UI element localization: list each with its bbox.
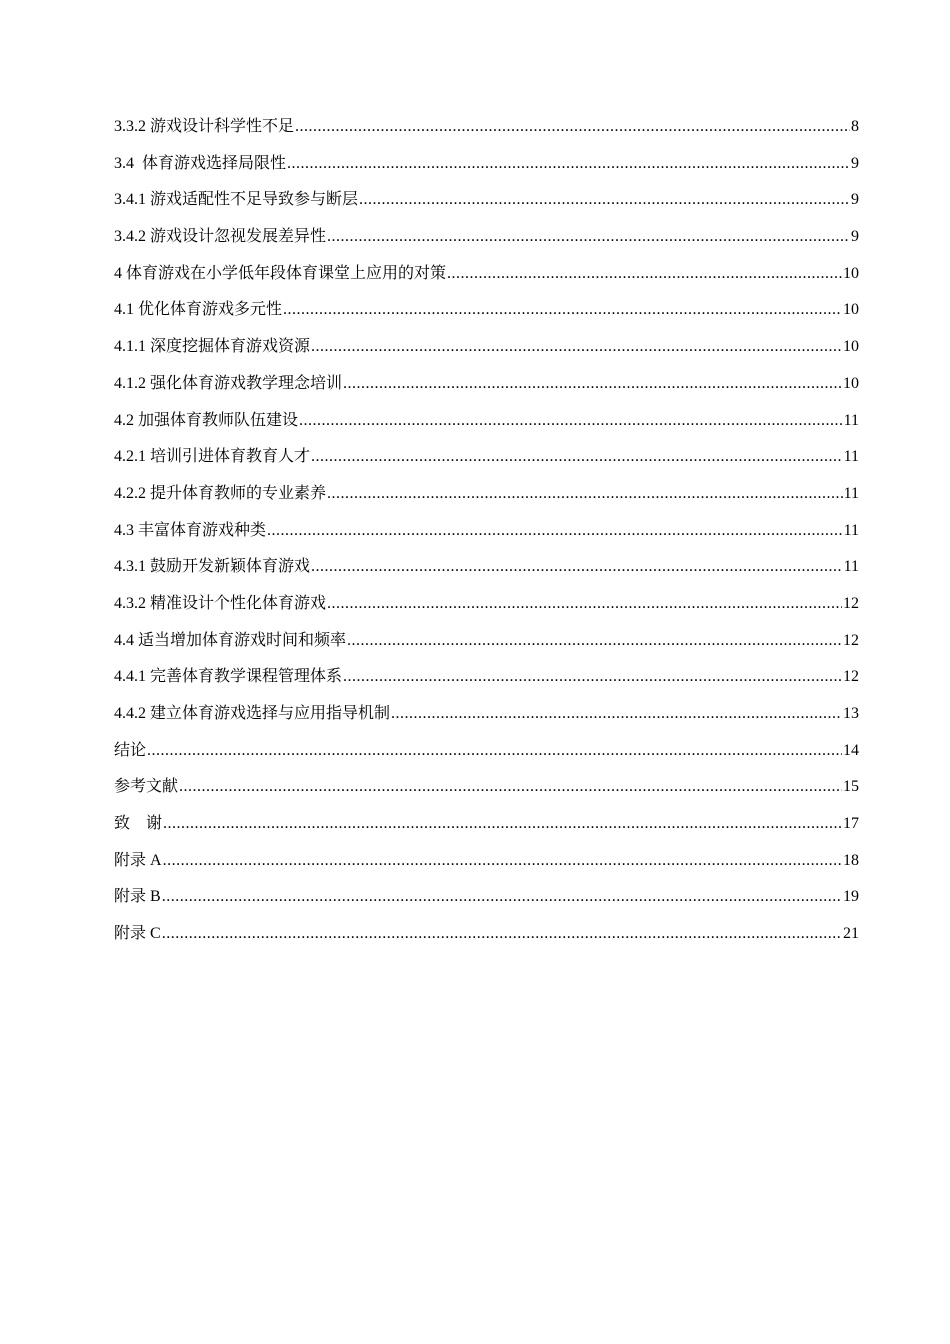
toc-entry-page: 14 bbox=[843, 741, 859, 759]
toc-dot-leader bbox=[163, 847, 842, 875]
toc-entry[interactable] bbox=[114, 773, 859, 810]
toc-entry-title: 4.1.1 深度挖掘体育游戏资源 bbox=[114, 338, 311, 356]
toc-entry-page: 11 bbox=[843, 558, 859, 576]
toc-entry-page: 10 bbox=[843, 264, 859, 282]
toc-entry-title: 4.2.1 培训引进体育教育人才 bbox=[114, 448, 311, 466]
toc-entry-page: 18 bbox=[843, 851, 859, 869]
toc-dot-leader bbox=[311, 553, 843, 581]
toc-dot-leader bbox=[343, 663, 842, 691]
toc-entry-page: 12 bbox=[843, 668, 859, 686]
toc-entry-title: 3.3.2 游戏设计科学性不足 bbox=[114, 118, 295, 135]
toc-dot-leader bbox=[162, 883, 842, 911]
toc-entry-title: 4.3 丰富体育游戏种类 bbox=[114, 521, 267, 539]
toc-entry-page: 12 bbox=[843, 594, 859, 612]
toc-dot-leader bbox=[391, 700, 842, 728]
toc-entry[interactable] bbox=[114, 260, 859, 297]
toc-entry-page: 11 bbox=[843, 411, 859, 429]
toc-dot-leader bbox=[327, 223, 850, 251]
toc-dot-leader bbox=[343, 370, 842, 398]
toc-entry-title: 3.4 体育游戏选择局限性 bbox=[114, 154, 287, 172]
toc-entry-page: 19 bbox=[843, 888, 859, 906]
toc-entry[interactable] bbox=[114, 920, 859, 957]
toc-entry-title: 3.4.1 游戏适配性不足导致参与断层 bbox=[114, 191, 359, 209]
toc-entry-title: 附录 A bbox=[114, 851, 162, 869]
toc-entry-title: 4.1 优化体育游戏多元性 bbox=[114, 301, 283, 319]
toc-entry-title: 附录 B bbox=[114, 888, 161, 906]
toc-dot-leader bbox=[327, 590, 842, 618]
toc-entry[interactable] bbox=[114, 480, 859, 517]
toc-entry[interactable] bbox=[114, 810, 859, 847]
toc-entry-title: 4.2.2 提升体育教师的专业素养 bbox=[114, 484, 327, 502]
toc-dot-leader bbox=[162, 920, 842, 948]
toc-dot-leader bbox=[147, 737, 842, 765]
toc-entry[interactable] bbox=[114, 590, 859, 627]
toc-dot-leader bbox=[287, 150, 850, 178]
toc-entry-page: 11 bbox=[843, 448, 859, 466]
toc-entry[interactable] bbox=[114, 296, 859, 333]
toc-entry-title: 4.4 适当增加体育游戏时间和频率 bbox=[114, 631, 347, 649]
toc-entry[interactable] bbox=[114, 627, 859, 664]
toc-entry-page: 15 bbox=[843, 778, 859, 796]
toc-entry-page: 21 bbox=[843, 925, 859, 943]
toc-entry-title: 4.2 加强体育教师队伍建设 bbox=[114, 411, 299, 429]
toc-entry[interactable] bbox=[114, 663, 859, 700]
toc-entry[interactable] bbox=[114, 443, 859, 480]
toc-entry-page: 9 bbox=[851, 228, 859, 246]
toc-entry[interactable] bbox=[114, 223, 859, 260]
toc-entry[interactable] bbox=[114, 553, 859, 590]
toc-entry-title: 4.3.1 鼓励开发新颖体育游戏 bbox=[114, 558, 311, 576]
toc-entry-title: 4.4.2 建立体育游戏选择与应用指导机制 bbox=[114, 705, 391, 722]
toc-entry-page: 12 bbox=[843, 631, 859, 649]
toc-entry-page: 10 bbox=[843, 338, 859, 356]
toc-entry[interactable] bbox=[114, 186, 859, 223]
toc-dot-leader bbox=[447, 260, 842, 288]
toc-dot-leader bbox=[283, 296, 842, 324]
toc-entry-page: 11 bbox=[843, 521, 859, 539]
toc-dot-leader bbox=[179, 773, 842, 801]
toc-dot-leader bbox=[299, 407, 843, 435]
toc-dot-leader bbox=[347, 627, 842, 655]
toc-entry-title: 4 体育游戏在小学低年段体育课堂上应用的对策 bbox=[114, 264, 447, 282]
toc-entry-title: 4.4.1 完善体育教学课程管理体系 bbox=[114, 668, 343, 686]
toc-entry-page: 9 bbox=[851, 191, 859, 209]
toc-entry-title: 致 谢 bbox=[114, 815, 163, 833]
toc-dot-leader bbox=[359, 186, 850, 214]
toc-entry[interactable] bbox=[114, 883, 859, 920]
toc-entry-title: 3.4.2 游戏设计忽视发展差异性 bbox=[114, 228, 327, 246]
toc-dot-leader bbox=[295, 113, 850, 141]
toc-dot-leader bbox=[267, 517, 843, 545]
toc-dot-leader bbox=[311, 333, 842, 361]
toc-entry[interactable] bbox=[114, 847, 859, 884]
toc-entry-page: 9 bbox=[851, 154, 859, 172]
toc-entry[interactable] bbox=[114, 517, 859, 554]
toc-entry-page: 8 bbox=[851, 118, 859, 135]
toc-entry-page: 17 bbox=[843, 815, 859, 833]
toc-entry[interactable] bbox=[114, 150, 859, 187]
toc-entry-title: 参考文献 bbox=[114, 778, 179, 796]
toc-entry[interactable] bbox=[114, 370, 859, 407]
toc-entry-title: 附录 C bbox=[114, 925, 161, 943]
toc-entry[interactable] bbox=[114, 700, 859, 737]
toc-entry[interactable] bbox=[114, 113, 859, 150]
toc-entry-title: 4.3.2 精准设计个性化体育游戏 bbox=[114, 594, 327, 612]
toc-entry[interactable] bbox=[114, 737, 859, 774]
toc-entry[interactable] bbox=[114, 333, 859, 370]
toc-entry-page: 11 bbox=[843, 484, 859, 502]
toc-entry[interactable] bbox=[114, 407, 859, 444]
table-of-contents bbox=[114, 113, 859, 957]
toc-entry-page: 10 bbox=[843, 301, 859, 319]
toc-dot-leader bbox=[311, 443, 843, 471]
toc-entry-title: 结论 bbox=[114, 741, 147, 759]
toc-dot-leader bbox=[327, 480, 843, 508]
toc-entry-title: 4.1.2 强化体育游戏教学理念培训 bbox=[114, 374, 343, 392]
toc-entry-page: 10 bbox=[843, 374, 859, 392]
toc-entry-page: 13 bbox=[843, 705, 859, 722]
toc-dot-leader bbox=[163, 810, 842, 838]
